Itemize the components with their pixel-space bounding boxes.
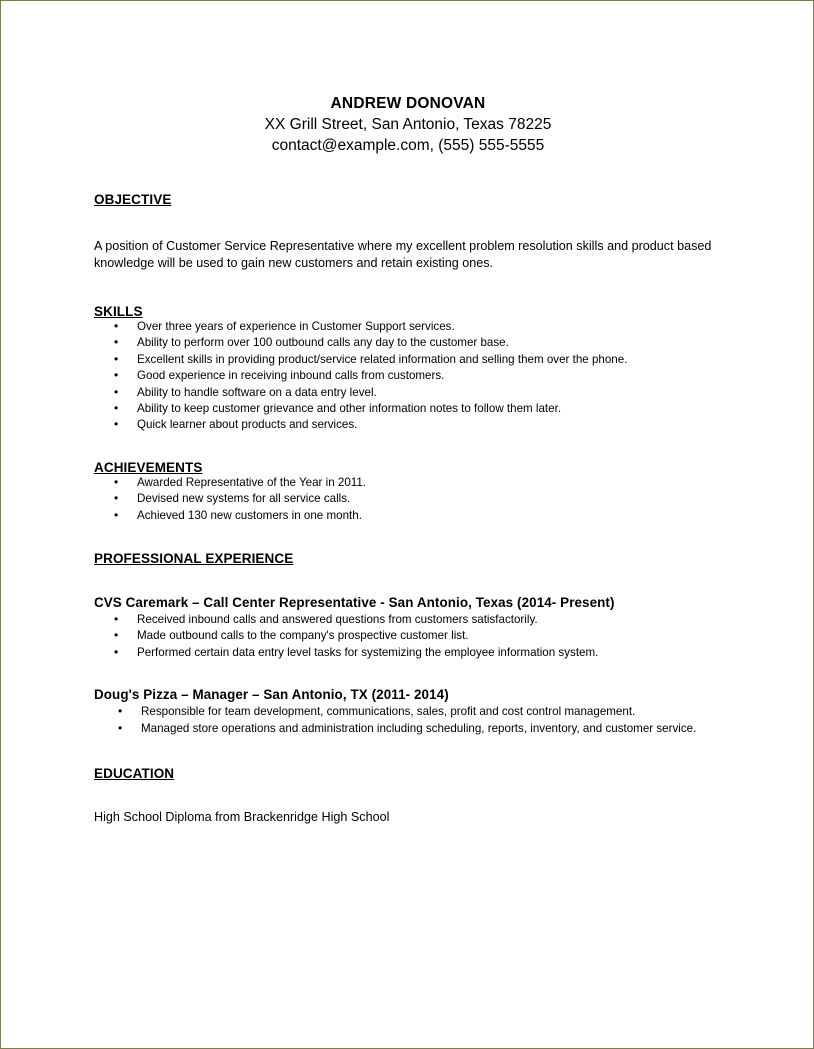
education-text: High School Diploma from Brackenridge High School (94, 810, 390, 825)
job-duties-cvs-caremark (94, 612, 722, 661)
resume-content (94, 1, 722, 826)
skills-list (94, 319, 722, 434)
resume-sheet (1, 1, 813, 1048)
section-heading-objective: OBJECTIVE (94, 192, 172, 207)
objective-text: A position of Customer Service Representative where my excellent problem resolution skills and product based knowledge will be used to gain new customers and retain existing ones. (94, 239, 712, 270)
list-item: • Ability to keep customer grievance and other information notes to follow them later. (94, 401, 722, 417)
list-item: • Over three years of experience in Customer Support services. (94, 319, 722, 335)
candidate-address: XX Grill Street, San Antonio, Texas 78225 (264, 116, 552, 133)
list-item: • Received inbound calls and answered questions from customers satisfactorily. (94, 612, 722, 628)
list-item: • Achieved 130 new customers in one month. (94, 508, 722, 524)
list-item: • Awarded Representative of the Year in 2011. (94, 475, 722, 491)
list-item: • Managed store operations and administration including scheduling, reports, inventory, and customer service. (94, 721, 722, 737)
list-item: • Performed certain data entry level tasks for systemizing the employee information system. (94, 645, 722, 661)
section-heading-professional-experience: PROFESSIONAL EXPERIENCE (94, 551, 294, 567)
job-title-dougs-pizza: Doug's Pizza – Manager – San Antonio, TX (2011- 2014) (94, 687, 449, 703)
candidate-contact: contact@example.com, (555) 555-5555 (271, 137, 545, 154)
list-item: • Devised new systems for all service calls. (94, 491, 722, 507)
list-item: • Ability to handle software on a data entry level. (94, 385, 722, 401)
list-item: • Good experience in receiving inbound calls from customers. (94, 368, 722, 384)
job-title-cvs-caremark: CVS Caremark – Call Center Representative - San Antonio, Texas (2014- Present) (94, 595, 615, 611)
section-heading-achievements: ACHIEVEMENTS (94, 459, 203, 475)
list-item: • Made outbound calls to the company's prospective customer list. (94, 628, 722, 644)
list-item: • Quick learner about products and services. (94, 417, 722, 433)
candidate-name: ANDREW DONOVAN (330, 95, 486, 112)
achievements-list (94, 475, 722, 524)
section-heading-skills: SKILLS (94, 304, 143, 319)
resume-header (94, 1, 722, 156)
list-item: • Ability to perform over 100 outbound calls any day to the customer base. (94, 335, 722, 351)
section-heading-education: EDUCATION (94, 766, 175, 782)
list-item: • Excellent skills in providing product/service related information and selling them over the phone. (94, 352, 722, 368)
job-duties-dougs-pizza (94, 704, 722, 737)
list-item: • Responsible for team development, communications, sales, profit and cost control management. (94, 704, 722, 720)
